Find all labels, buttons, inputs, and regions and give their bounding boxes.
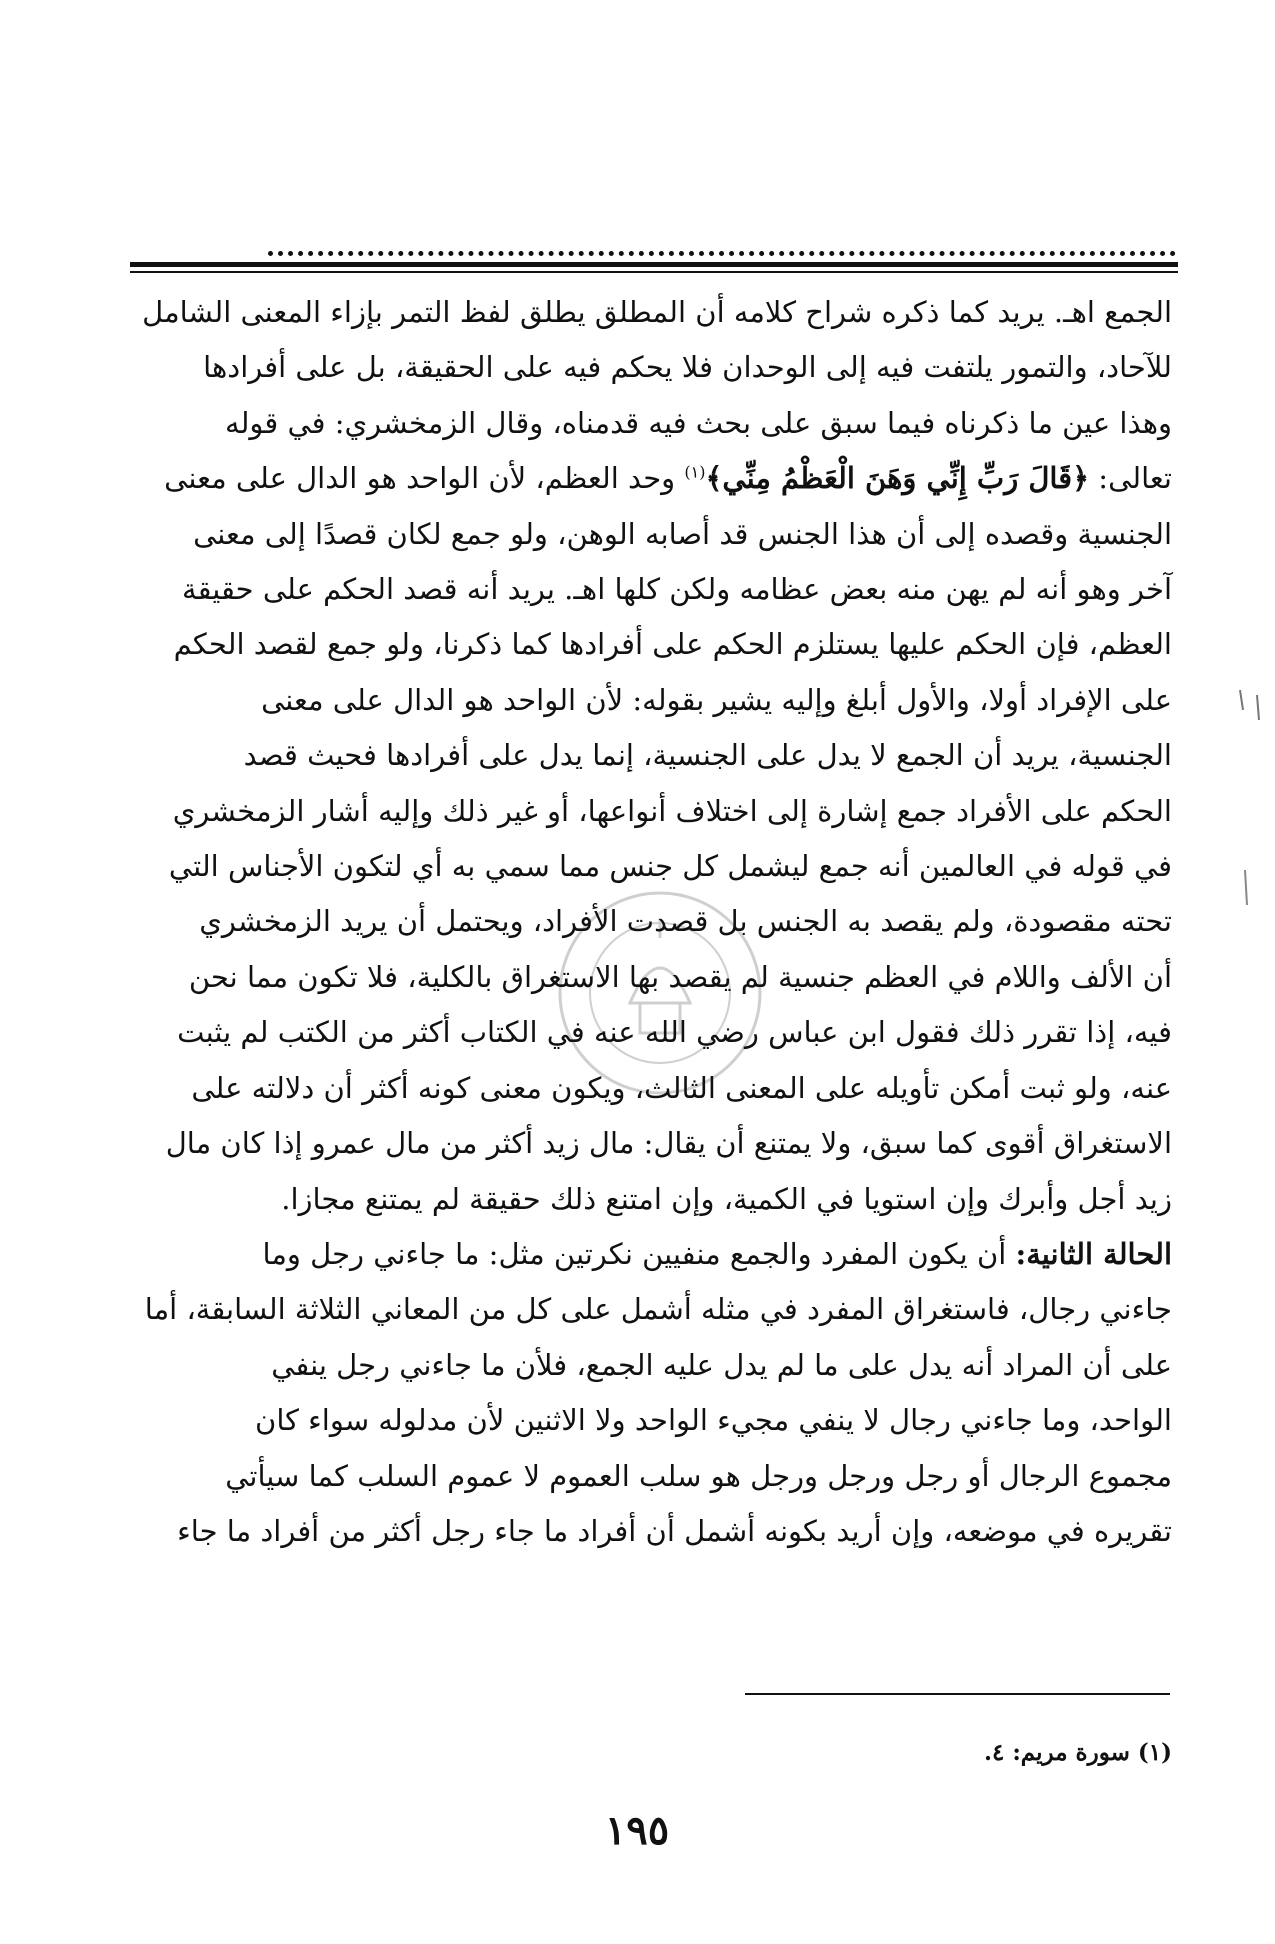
text-line: وهذا عين ما ذكرناه فيما سبق على بحث فيه قدمناه، وقال الزمخشري: في قوله [225,405,1172,440]
text-line: الجنسية وقصده إلى أن هذا الجنس قد أصابه الوهن، ولو جمع لكان قصدًا إلى معنى [193,516,1172,551]
text-line: للآحاد، والتمور يلتفت فيه إلى الوحدان فلا يحكم فيه على الحقيقة، بل على أفرادها [203,350,1172,385]
text-line: في قوله في العالمين أنه جمع ليشمل كل جنس مما سمي به أي لتكون الأجناس التي [168,849,1172,884]
footnote: (١) سورة مريم: ٤. [983,1739,1172,1766]
margin-marks [1215,690,1275,930]
section-first-line-text: أن يكون المفرد والجمع منفيين نكرتين مثل: ما جاءني رجل وما [262,1236,1016,1271]
text-line: الجنسية، يريد أن الجمع لا يدل على الجنسية، إنما يدل على أفرادها فحيث قصد [243,738,1172,773]
footnote-reference: (١) [684,462,706,482]
text-line: فيه، إذا تقرر ذلك فقول ابن عباس رضي الله عنه في الكتاب أكثر من الكتب لم يثبت [177,1015,1172,1050]
text-line: على أن المراد أنه يدل على ما لم يدل عليه الجمع، فلأن ما جاءني رجل ينفي [271,1347,1172,1382]
text-line: عنه، ولو ثبت أمكن تأويله على المعنى الثالث، ويكون معنى كونه أكثر أن دلالته على [191,1070,1172,1105]
text-line: تحته مقصودة، ولم يقصد به الجنس بل قصدت الأفراد، ويحتمل أن يريد الزمخشري [199,904,1172,939]
header-thick-rule [130,262,1178,267]
quran-line-suffix: وحد العظم، لأن الواحد هو الدال على معنى [164,461,685,496]
text-line: الاستغراق أقوى كما سبق، ولا يمتنع أن يقال: مال زيد أكثر من مال عمرو إذا كان مال [165,1126,1172,1161]
text-line: مجموع الرجال أو رجل ورجل ورجل هو سلب العموم لا عموم السلب كما سيأتي [225,1458,1172,1493]
quran-line [120,451,1172,506]
text-line: آخر وهو أنه لم يهن منه بعض عظامه ولكن كلها اهـ. يريد أنه قصد الحكم على حقيقة [182,572,1172,607]
footnote-separator [745,1693,1170,1695]
quran-line-prefix: تعالى: [1089,461,1172,496]
text-line: زيد أجل وأبرك وإن استويا في الكمية، وإن امتنع ذلك حقيقة لم يمتنع مجازا. [281,1181,1172,1216]
text-line: أن الألف واللام في العظم جنسية لم يقصد بها الاستغراق بالكلية، فلا تكون مما نحن [188,959,1172,994]
text-line: الواحد، وما جاءني رجال لا ينفي مجيء الواحد ولا الاثنين لأن مدلوله سواء كان [255,1403,1172,1438]
page-number: ١٩٥ [604,1807,670,1854]
text-line: الحكم على الأفراد جمع إشارة إلى اختلاف أنواعها، أو غير ذلك وإليه أشار الزمخشري [172,793,1172,828]
section-heading: الحالة الثانية: [1015,1236,1172,1271]
header-dotted-rule [268,251,1176,256]
main-text [120,285,1172,1559]
header-thin-rule [130,271,1178,273]
text-line: تقريره في موضعه، وإن أريد بكونه أشمل أن أفراد ما جاء رجل أكثر من أفراد ما جاء [177,1513,1172,1548]
quran-verse: ﴿قَالَ رَبِّ إِنِّي وَهَنَ الْعَظْمُ مِنِّي﴾ [705,461,1090,496]
text-line: الجمع اهـ. يريد كما ذكره شراح كلامه أن المطلق يطلق لفظ التمر بإزاء المعنى الشامل [142,295,1172,329]
text-line: العظم، فإن الحكم عليها يستلزم الحكم على أفرادها كما ذكرنا، ولو جمع لقصد الحكم [173,627,1172,662]
text-line: على الإفراد أولا، والأول أبلغ وإليه يشير بقوله: لأن الواحد هو الدال على معنى [261,682,1172,717]
text-line: جاءني رجال، فاستغراق المفرد في مثله أشمل على كل من المعاني الثلاثة السابقة، أما [144,1292,1172,1327]
section-first-line [120,1227,1172,1282]
